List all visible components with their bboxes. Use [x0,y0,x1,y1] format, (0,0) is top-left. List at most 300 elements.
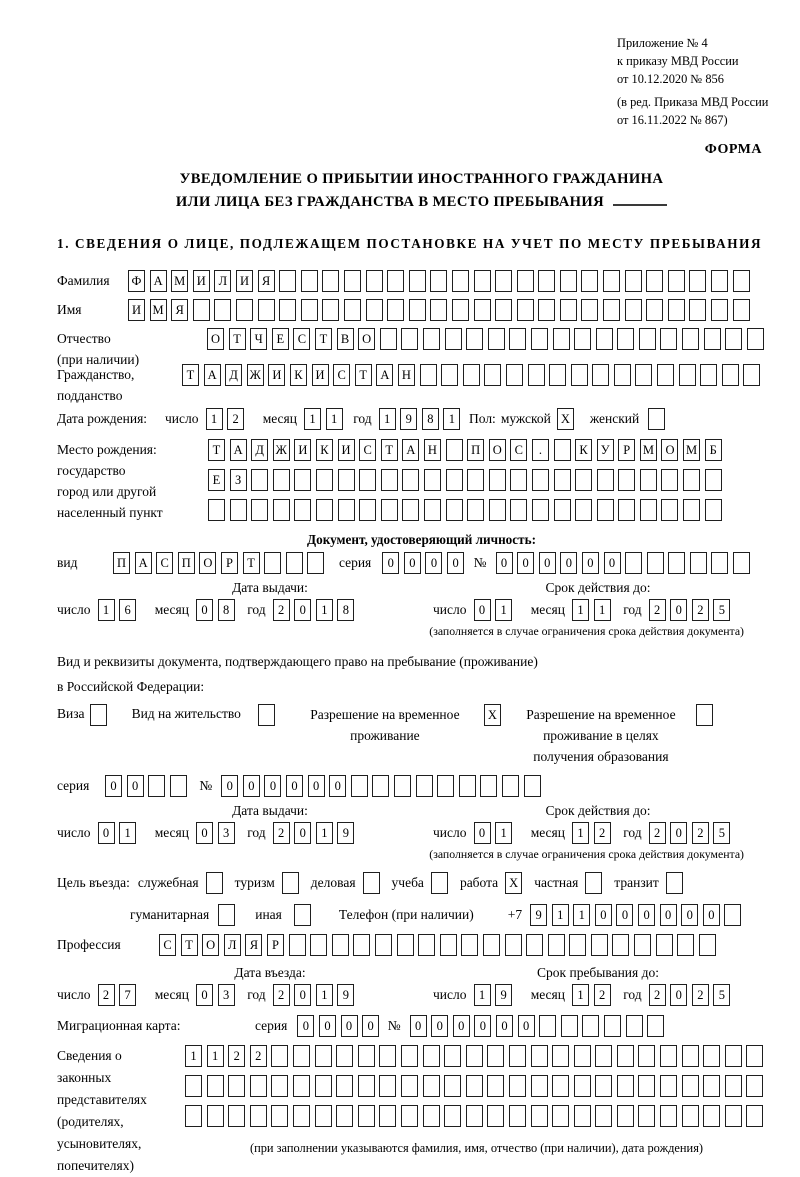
form-cell[interactable] [416,775,433,797]
form-cell[interactable]: Ф [128,270,145,292]
form-cell[interactable] [185,1075,202,1097]
form-cell[interactable] [614,364,631,386]
form-cell[interactable]: И [193,270,210,292]
purpose-tourism-checkbox[interactable] [282,872,299,894]
form-cell[interactable]: 1 [572,984,589,1006]
form-cell[interactable]: Т [208,439,225,461]
form-cell[interactable] [661,499,678,521]
form-cell[interactable]: П [178,552,195,574]
form-cell[interactable] [725,328,742,350]
form-cell[interactable]: А [230,439,247,461]
form-cell[interactable] [381,469,398,491]
form-cell[interactable]: 5 [713,822,730,844]
form-cell[interactable] [495,270,512,292]
form-cell[interactable] [315,1045,332,1067]
form-cell[interactable]: 1 [572,599,589,621]
form-cell[interactable]: Р [618,439,635,461]
form-cell[interactable]: С [159,934,176,956]
form-cell[interactable]: Е [208,469,225,491]
form-cell[interactable]: Т [229,328,246,350]
form-cell[interactable] [423,1075,440,1097]
form-cell[interactable]: 2 [692,822,709,844]
form-cell[interactable] [467,469,484,491]
form-cell[interactable] [682,1075,699,1097]
form-cell[interactable] [517,270,534,292]
form-cell[interactable] [338,469,355,491]
form-cell[interactable] [402,499,419,521]
form-cell[interactable]: 0 [264,775,281,797]
form-cell[interactable]: О [489,439,506,461]
sex-male-checkbox[interactable]: X [557,408,574,430]
form-cell[interactable] [418,934,435,956]
form-cell[interactable]: 0 [308,775,325,797]
form-cell[interactable] [703,1105,720,1127]
form-cell[interactable] [679,364,696,386]
form-cell[interactable] [423,1105,440,1127]
form-cell[interactable] [561,1015,578,1037]
form-cell[interactable] [271,1045,288,1067]
form-cell[interactable] [724,904,741,926]
form-cell[interactable]: И [236,270,253,292]
form-cell[interactable]: 1 [185,1045,202,1067]
form-cell[interactable] [538,299,555,321]
form-cell[interactable] [293,1105,310,1127]
form-cell[interactable] [310,934,327,956]
form-cell[interactable] [353,934,370,956]
form-cell[interactable]: Ж [273,439,290,461]
form-cell[interactable]: А [204,364,221,386]
form-cell[interactable] [682,328,699,350]
form-cell[interactable] [733,552,750,574]
form-cell[interactable] [387,299,404,321]
form-cell[interactable] [711,299,728,321]
form-cell[interactable]: 0 [670,822,687,844]
form-cell[interactable] [626,1015,643,1037]
form-cell[interactable] [596,328,613,350]
form-cell[interactable] [315,1105,332,1127]
form-cell[interactable] [409,299,426,321]
form-cell[interactable]: 5 [713,599,730,621]
form-cell[interactable] [549,364,566,386]
form-cell[interactable] [466,328,483,350]
form-cell[interactable] [437,775,454,797]
form-cell[interactable] [444,1075,461,1097]
form-cell[interactable] [379,1075,396,1097]
form-cell[interactable] [301,270,318,292]
sex-female-checkbox[interactable] [648,408,665,430]
form-cell[interactable] [397,934,414,956]
form-cell[interactable] [618,469,635,491]
form-cell[interactable] [746,1105,763,1127]
title-blank-underline[interactable] [613,191,667,206]
form-cell[interactable] [487,1045,504,1067]
form-cell[interactable] [509,328,526,350]
form-cell[interactable] [646,299,663,321]
form-cell[interactable] [273,469,290,491]
form-cell[interactable] [279,299,296,321]
form-cell[interactable] [495,299,512,321]
form-cell[interactable]: 6 [119,599,136,621]
form-cell[interactable]: Р [267,934,284,956]
form-cell[interactable]: 2 [227,408,244,430]
form-cell[interactable] [358,1045,375,1067]
form-cell[interactable]: 8 [337,599,354,621]
form-cell[interactable] [683,469,700,491]
form-cell[interactable] [251,499,268,521]
form-cell[interactable] [264,552,281,574]
form-cell[interactable] [430,299,447,321]
form-cell[interactable] [379,1105,396,1127]
form-cell[interactable] [552,1105,569,1127]
form-cell[interactable] [401,1075,418,1097]
form-cell[interactable] [489,469,506,491]
form-cell[interactable]: 0 [329,775,346,797]
form-cell[interactable] [286,552,303,574]
form-cell[interactable] [597,499,614,521]
form-cell[interactable] [409,270,426,292]
form-cell[interactable]: 0 [127,775,144,797]
form-cell[interactable]: 1 [316,984,333,1006]
form-cell[interactable]: 0 [98,822,115,844]
form-cell[interactable] [574,1105,591,1127]
form-cell[interactable] [560,270,577,292]
form-cell[interactable]: 2 [228,1045,245,1067]
form-cell[interactable] [315,1075,332,1097]
form-cell[interactable] [336,1075,353,1097]
form-cell[interactable] [634,934,651,956]
form-cell[interactable] [538,270,555,292]
form-cell[interactable] [322,299,339,321]
form-cell[interactable] [595,1105,612,1127]
form-cell[interactable] [668,299,685,321]
form-cell[interactable] [725,1045,742,1067]
form-cell[interactable] [336,1105,353,1127]
form-cell[interactable] [532,499,549,521]
form-cell[interactable]: 2 [273,822,290,844]
form-cell[interactable] [574,1045,591,1067]
form-cell[interactable]: 0 [431,1015,448,1037]
form-cell[interactable] [725,1075,742,1097]
form-cell[interactable] [595,1075,612,1097]
form-cell[interactable] [293,1045,310,1067]
form-cell[interactable] [700,364,717,386]
form-cell[interactable] [316,499,333,521]
form-cell[interactable]: З [230,469,247,491]
form-cell[interactable] [207,1105,224,1127]
form-cell[interactable]: 0 [294,984,311,1006]
form-cell[interactable]: 0 [703,904,720,926]
form-cell[interactable] [560,299,577,321]
form-cell[interactable] [440,934,457,956]
form-cell[interactable] [690,552,707,574]
form-cell[interactable] [394,775,411,797]
form-cell[interactable] [430,270,447,292]
form-cell[interactable] [294,469,311,491]
form-cell[interactable]: 0 [404,552,421,574]
purpose-other-checkbox[interactable] [294,904,311,926]
form-cell[interactable] [705,469,722,491]
form-cell[interactable]: П [113,552,130,574]
form-cell[interactable]: 1 [573,904,590,926]
form-cell[interactable]: Д [251,439,268,461]
form-cell[interactable]: 0 [595,904,612,926]
form-cell[interactable] [380,328,397,350]
form-cell[interactable]: М [640,439,657,461]
form-cell[interactable] [466,1075,483,1097]
form-cell[interactable]: П [467,439,484,461]
form-cell[interactable]: 9 [337,984,354,1006]
form-cell[interactable] [461,934,478,956]
form-cell[interactable]: 0 [453,1015,470,1037]
form-cell[interactable]: Л [214,270,231,292]
form-cell[interactable] [294,499,311,521]
form-cell[interactable]: 0 [286,775,303,797]
form-cell[interactable] [506,364,523,386]
form-cell[interactable] [379,1045,396,1067]
form-cell[interactable]: 0 [670,599,687,621]
form-cell[interactable]: О [207,328,224,350]
purpose-work-checkbox[interactable]: X [505,872,522,894]
form-cell[interactable] [569,934,586,956]
form-cell[interactable] [604,1015,621,1037]
form-cell[interactable] [639,328,656,350]
form-cell[interactable]: 1 [495,599,512,621]
form-cell[interactable] [625,270,642,292]
form-cell[interactable]: С [293,328,310,350]
form-cell[interactable] [250,1105,267,1127]
form-cell[interactable]: 1 [474,984,491,1006]
form-cell[interactable] [509,1105,526,1127]
form-cell[interactable]: О [199,552,216,574]
form-cell[interactable] [660,1045,677,1067]
form-cell[interactable] [647,1015,664,1037]
form-cell[interactable] [617,1075,634,1097]
purpose-humanitarian-checkbox[interactable] [218,904,235,926]
form-cell[interactable] [375,934,392,956]
form-cell[interactable] [316,469,333,491]
form-cell[interactable] [502,775,519,797]
form-cell[interactable]: 0 [243,775,260,797]
form-cell[interactable] [595,1045,612,1067]
form-cell[interactable]: 0 [560,552,577,574]
form-cell[interactable]: М [171,270,188,292]
form-cell[interactable] [660,328,677,350]
form-cell[interactable] [505,934,522,956]
form-cell[interactable]: 0 [616,904,633,926]
form-cell[interactable]: 0 [496,1015,513,1037]
form-cell[interactable]: 0 [425,552,442,574]
form-cell[interactable] [446,469,463,491]
form-cell[interactable] [441,364,458,386]
form-cell[interactable]: О [358,328,375,350]
form-cell[interactable] [617,1105,634,1127]
form-cell[interactable] [480,775,497,797]
form-cell[interactable]: И [312,364,329,386]
form-cell[interactable]: 2 [692,984,709,1006]
residence-permit-checkbox[interactable] [258,704,275,726]
form-cell[interactable] [581,299,598,321]
form-cell[interactable] [423,328,440,350]
form-cell[interactable]: 0 [297,1015,314,1037]
form-cell[interactable] [638,1045,655,1067]
purpose-study-checkbox[interactable] [431,872,448,894]
form-cell[interactable]: М [683,439,700,461]
form-cell[interactable]: К [290,364,307,386]
form-cell[interactable] [647,552,664,574]
form-cell[interactable]: Я [258,270,275,292]
form-cell[interactable]: С [156,552,173,574]
temp-residence-education-checkbox[interactable] [696,704,713,726]
form-cell[interactable]: 0 [681,904,698,926]
form-cell[interactable] [703,1075,720,1097]
form-cell[interactable] [463,364,480,386]
form-cell[interactable] [553,328,570,350]
form-cell[interactable] [509,1045,526,1067]
form-cell[interactable]: И [294,439,311,461]
form-cell[interactable] [554,469,571,491]
form-cell[interactable] [638,1075,655,1097]
form-cell[interactable] [582,1015,599,1037]
form-cell[interactable] [444,1045,461,1067]
form-cell[interactable] [509,1075,526,1097]
form-cell[interactable]: Ч [250,328,267,350]
form-cell[interactable]: Т [315,328,332,350]
form-cell[interactable]: Т [182,364,199,386]
form-cell[interactable]: О [202,934,219,956]
form-cell[interactable]: 0 [341,1015,358,1037]
form-cell[interactable] [336,1045,353,1067]
form-cell[interactable] [510,469,527,491]
form-cell[interactable]: 5 [713,984,730,1006]
form-cell[interactable]: 0 [496,552,513,574]
form-cell[interactable] [539,1015,556,1037]
form-cell[interactable] [214,299,231,321]
form-cell[interactable] [625,552,642,574]
form-cell[interactable] [575,499,592,521]
form-cell[interactable] [746,1045,763,1067]
form-cell[interactable] [528,364,545,386]
form-cell[interactable]: 9 [495,984,512,1006]
form-cell[interactable]: 0 [638,904,655,926]
form-cell[interactable] [446,499,463,521]
form-cell[interactable] [552,1045,569,1067]
form-cell[interactable] [467,499,484,521]
form-cell[interactable] [646,270,663,292]
form-cell[interactable]: А [135,552,152,574]
form-cell[interactable] [228,1105,245,1127]
form-cell[interactable] [531,328,548,350]
form-cell[interactable] [236,299,253,321]
form-cell[interactable] [474,299,491,321]
form-cell[interactable]: У [597,439,614,461]
form-cell[interactable] [526,934,543,956]
form-cell[interactable]: . [532,439,549,461]
form-cell[interactable]: 2 [98,984,115,1006]
form-cell[interactable]: 0 [294,599,311,621]
form-cell[interactable] [617,1045,634,1067]
form-cell[interactable] [207,1075,224,1097]
form-cell[interactable] [420,364,437,386]
form-cell[interactable] [423,1045,440,1067]
form-cell[interactable]: И [338,439,355,461]
form-cell[interactable]: 0 [221,775,238,797]
form-cell[interactable]: 0 [539,552,556,574]
form-cell[interactable] [402,469,419,491]
form-cell[interactable]: К [316,439,333,461]
purpose-official-checkbox[interactable] [206,872,223,894]
form-cell[interactable]: 0 [604,552,621,574]
form-cell[interactable]: Е [272,328,289,350]
form-cell[interactable] [273,499,290,521]
temp-residence-checkbox[interactable]: X [484,704,501,726]
form-cell[interactable] [705,499,722,521]
purpose-transit-checkbox[interactable] [666,872,683,894]
form-cell[interactable] [575,469,592,491]
form-cell[interactable]: 3 [218,822,235,844]
form-cell[interactable]: 0 [517,552,534,574]
form-cell[interactable] [445,328,462,350]
form-cell[interactable]: 0 [362,1015,379,1037]
form-cell[interactable]: Л [224,934,241,956]
form-cell[interactable] [743,364,760,386]
form-cell[interactable] [401,1105,418,1127]
form-cell[interactable]: Т [355,364,372,386]
form-cell[interactable]: Т [381,439,398,461]
form-cell[interactable] [228,1075,245,1097]
form-cell[interactable] [208,499,225,521]
form-cell[interactable] [733,270,750,292]
form-cell[interactable] [618,499,635,521]
form-cell[interactable]: 1 [443,408,460,430]
visa-checkbox[interactable] [90,704,107,726]
form-cell[interactable] [488,328,505,350]
form-cell[interactable] [452,299,469,321]
form-cell[interactable]: 1 [326,408,343,430]
form-cell[interactable]: 9 [530,904,547,926]
form-cell[interactable]: 0 [582,552,599,574]
form-cell[interactable] [733,299,750,321]
form-cell[interactable] [351,775,368,797]
form-cell[interactable]: А [402,439,419,461]
form-cell[interactable] [668,552,685,574]
form-cell[interactable]: И [268,364,285,386]
form-cell[interactable] [747,328,764,350]
form-cell[interactable] [293,1075,310,1097]
form-cell[interactable] [230,499,247,521]
form-cell[interactable]: Т [181,934,198,956]
form-cell[interactable]: 0 [518,1015,535,1037]
form-cell[interactable]: С [510,439,527,461]
form-cell[interactable] [592,364,609,386]
form-cell[interactable] [251,469,268,491]
form-cell[interactable] [677,934,694,956]
form-cell[interactable] [170,775,187,797]
form-cell[interactable] [424,499,441,521]
form-cell[interactable]: 0 [447,552,464,574]
form-cell[interactable] [703,1045,720,1067]
form-cell[interactable] [725,1105,742,1127]
form-cell[interactable] [487,1075,504,1097]
form-cell[interactable] [366,299,383,321]
form-cell[interactable]: О [661,439,678,461]
form-cell[interactable] [279,270,296,292]
form-cell[interactable] [574,1075,591,1097]
form-cell[interactable] [660,1105,677,1127]
form-cell[interactable] [571,364,588,386]
form-cell[interactable]: 7 [119,984,136,1006]
form-cell[interactable] [372,775,389,797]
form-cell[interactable]: 0 [294,822,311,844]
